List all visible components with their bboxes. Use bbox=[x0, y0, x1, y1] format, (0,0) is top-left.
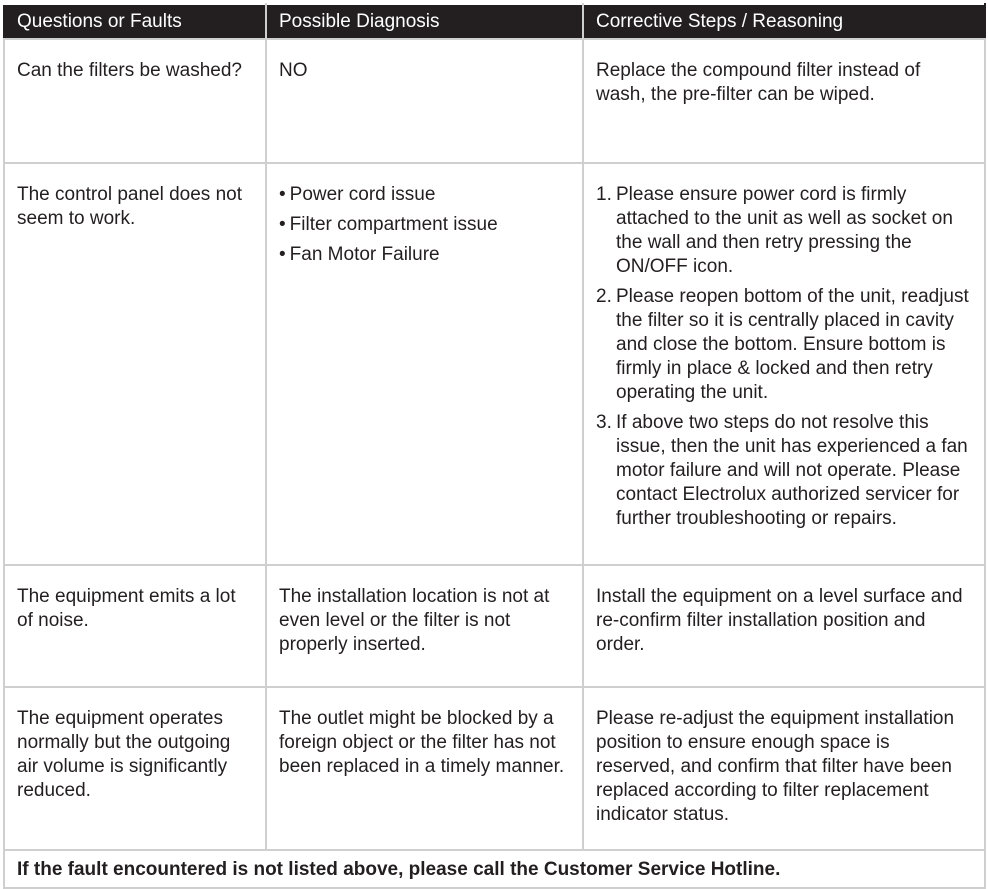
diagnosis-cell: The installation location is not at even level or the filter is not properly inserted. bbox=[266, 565, 583, 687]
list-item: • Filter compartment issue bbox=[279, 213, 570, 237]
steps-cell: Install the equipment on a level surface and re-confirm filter installation position and order. bbox=[583, 565, 985, 687]
list-item bbox=[596, 285, 972, 405]
header-diagnosis: Possible Diagnosis bbox=[266, 4, 583, 39]
list-item bbox=[596, 411, 972, 531]
list-item: • Fan Motor Failure bbox=[279, 243, 570, 267]
steps-cell: Please re-adjust the equipment installation position to ensure enough space is reserved, and confirm that filter have been replaced according to filter replacement indicator status. bbox=[583, 687, 985, 850]
list-item bbox=[596, 183, 972, 279]
step-text: Please reopen bottom of the unit, readjust the filter so it is centrally placed in cavity and close the bottom. Ensure bottom is firmly in place & locked and then retry operating the unit. bbox=[616, 286, 969, 403]
question-cell: Can the filters be washed? bbox=[4, 39, 266, 163]
table-row bbox=[4, 163, 985, 565]
diagnosis-cell bbox=[266, 163, 583, 565]
question-cell: The equipment operates normally but the outgoing air volume is significantly reduced. bbox=[4, 687, 266, 850]
diagnosis-cell: The outlet might be blocked by a foreign object or the filter has not been replaced in a timely manner. bbox=[266, 687, 583, 850]
table-row bbox=[4, 39, 985, 163]
diagnosis-list bbox=[279, 183, 570, 267]
steps-cell: Replace the compound filter instead of wash, the pre-filter can be wiped. bbox=[583, 39, 985, 163]
diagnosis-cell: NO bbox=[266, 39, 583, 163]
steps-cell bbox=[583, 163, 985, 565]
table-row bbox=[4, 565, 985, 687]
table-row bbox=[4, 687, 985, 850]
table-header-row bbox=[4, 4, 985, 39]
footer-row bbox=[4, 850, 985, 888]
step-text: If above two steps do not resolve this issue, then the unit has experienced a fan motor failure and will not operate. Please contact Electrolux authorized servicer for further troubleshooting or repairs. bbox=[616, 412, 968, 529]
step-number: 2. bbox=[596, 286, 612, 307]
header-steps: Corrective Steps / Reasoning bbox=[583, 4, 985, 39]
step-number: 3. bbox=[596, 412, 612, 433]
step-text: Please ensure power cord is firmly attached to the unit as well as socket on the wall and then retry pressing the ON/OFF icon. bbox=[616, 184, 953, 277]
list-item: • Power cord issue bbox=[279, 183, 570, 207]
troubleshooting-table bbox=[3, 3, 986, 889]
question-cell: The equipment emits a lot of noise. bbox=[4, 565, 266, 687]
header-questions: Questions or Faults bbox=[4, 4, 266, 39]
question-cell: The control panel does not seem to work. bbox=[4, 163, 266, 565]
steps-list bbox=[596, 183, 972, 531]
footer-note: If the fault encountered is not listed above, please call the Customer Service Hotline. bbox=[4, 850, 985, 888]
step-number: 1. bbox=[596, 184, 612, 205]
troubleshooting-sheet bbox=[3, 3, 984, 886]
